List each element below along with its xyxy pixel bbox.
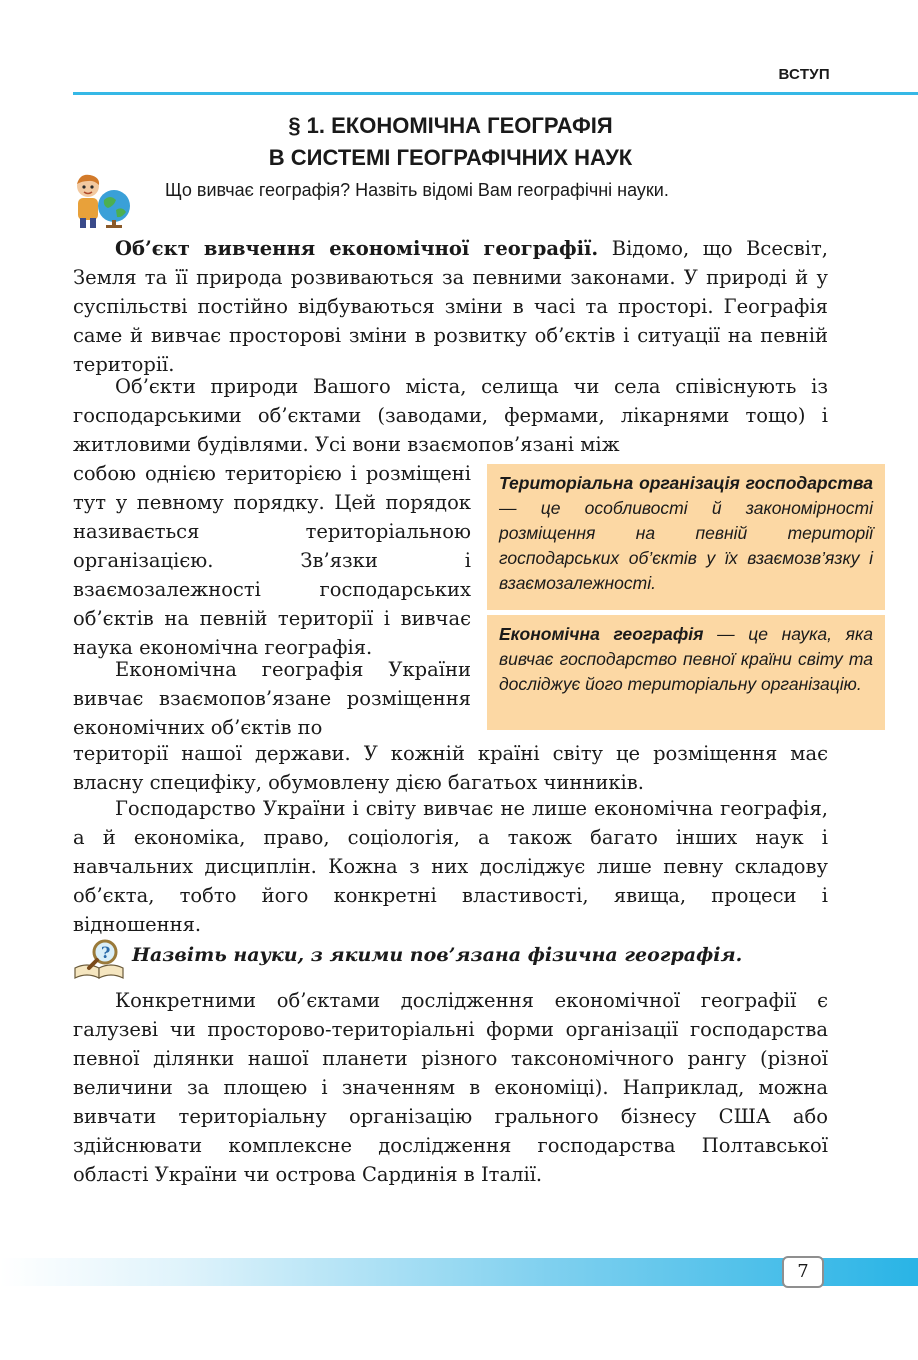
svg-text:?: ? bbox=[101, 943, 111, 962]
header-divider bbox=[73, 92, 918, 95]
page-title bbox=[73, 110, 828, 174]
definition-text: — це особливості й закономірності розміщення на певній території господарських об’єктів у їх взаємозв’язку і взаємозалежності. bbox=[499, 498, 873, 593]
definition-term: Територіальна організація господарства bbox=[499, 473, 873, 493]
section-label: ВСТУП bbox=[778, 66, 830, 83]
title-line-2: В СИСТЕМІ ГЕОГРАФІЧНИХ НАУК bbox=[268, 145, 633, 170]
footer-bar bbox=[0, 1258, 918, 1286]
magnifier-book-icon bbox=[73, 938, 129, 980]
definition-term: Економічна географія bbox=[499, 624, 704, 644]
page-number: 7 bbox=[782, 1256, 824, 1288]
paragraph-4: Господарство України і світу вивчає не лише економічна географія, а й економіка, право, соціологія, а також багато інших наук і навчальних дисциплін. Кожна з них досліджує лише певну складову об’єкта, тобто його конкретні властивості, явища, процеси і відношення. bbox=[73, 797, 828, 936]
definition-box-economic-geography bbox=[487, 615, 885, 730]
definition-text: — це наука, яка вивчає господарство певної країни світу та досліджує його територіальну організацію. bbox=[499, 624, 874, 694]
intro-question: Що вивчає географія? Назвіть відомі Вам географічні науки. bbox=[165, 180, 669, 200]
paragraph-5: Конкретними об’єктами дослідження економічної географії є галузеві чи просторово-територіальні форми організації господарства певної ділянки нашої планети різного таксономічного рангу (різної величини за площею і значенням в економіці). Наприклад, можна вивчати територіальну організацію грального бізнесу США або здійснювати комплексне дослідження господарства Полтавської області України чи острова Сардинія в Італії. bbox=[73, 989, 828, 1186]
paragraph-1-heading: Об’єкт вивчення економічної географії. bbox=[115, 237, 599, 260]
definition-box-territorial-organization bbox=[487, 464, 885, 610]
paragraph-3: Економічна географія України вивчає взаємопов’язане розміщення економічних об’єктів по bbox=[73, 658, 471, 739]
title-line-1: § 1. ЕКОНОМІЧНА ГЕОГРАФІЯ bbox=[288, 113, 613, 138]
paragraph-1 bbox=[73, 234, 828, 379]
paragraph-2-continued: собою однією територією і розміщені тут у певному порядку. Цей порядок називається територіальною організацією. Зв’язки і взаємозалежності господарських об’єктів на певній території і вивчає наука економічна географія. bbox=[73, 462, 471, 659]
paragraph-2: Об’єкти природи Вашого міста, селища чи села співіснують із господарськими об’єктами (заводами, фермами, лікарнями тощо) і житловими будівлями. Усі вони взаємопов’язані між bbox=[73, 375, 828, 456]
paragraph-3-continued: території нашої держави. У кожній країні світу це розміщення має власну специфіку, обумовлену дією багатьох чинників. bbox=[73, 742, 828, 794]
task-question: Назвіть науки, з якими пов’язана фізична географія. bbox=[132, 944, 743, 966]
paragraph-1-text: Відомо, що Всесвіт, Земля та її природа розвиваються за певними законами. У природі й у суспільстві постійно відбуваються зміни в часі та просторі. Географія саме й вивчає просторові зміни в розвитку об’єктів і ситуації на певній території. bbox=[73, 237, 828, 376]
student-with-globe-icon bbox=[70, 172, 134, 230]
